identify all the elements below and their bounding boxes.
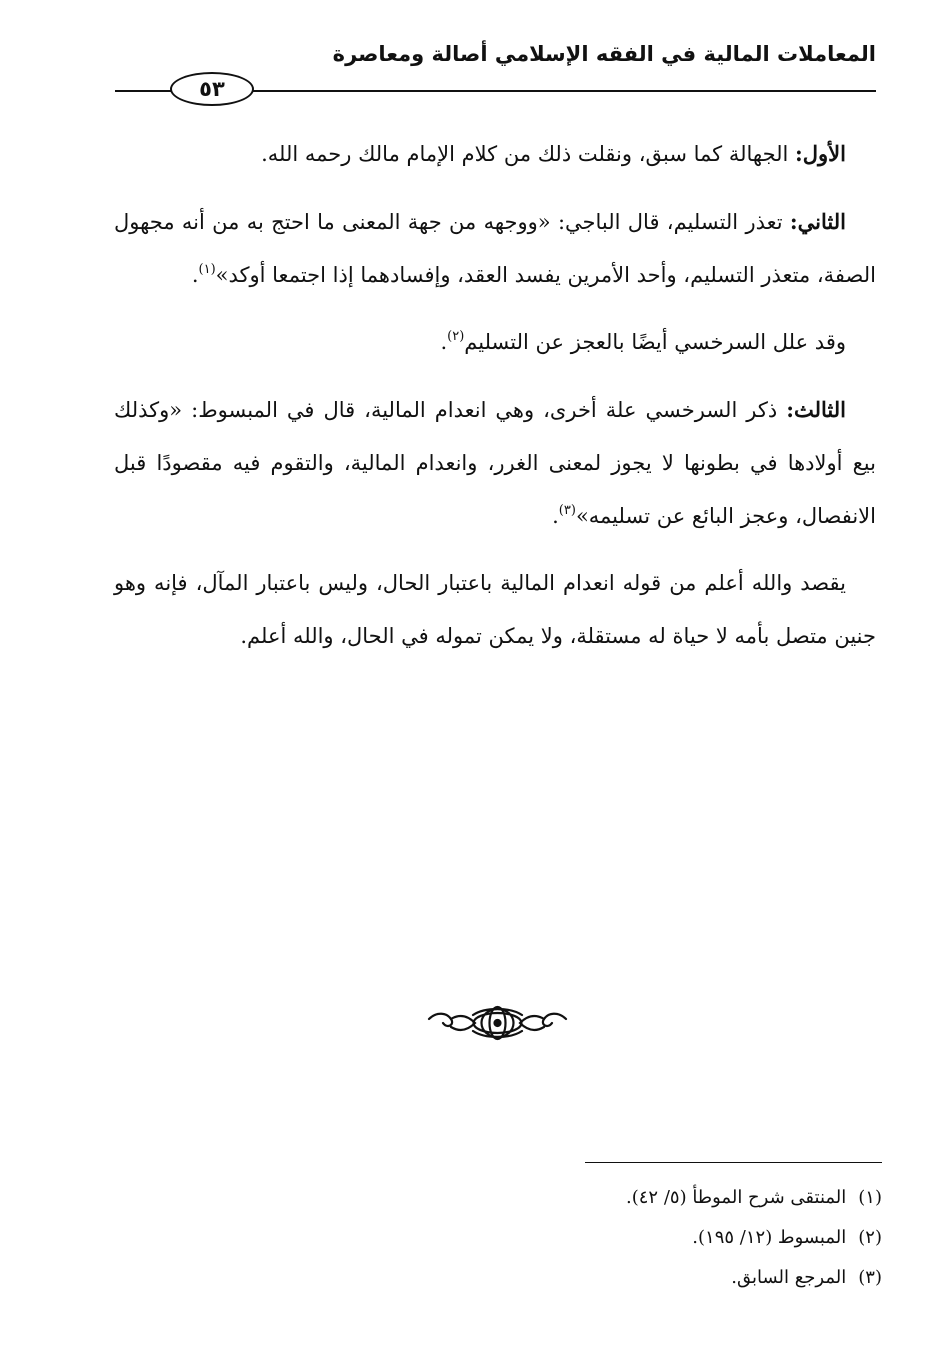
paragraph-text: يقصد والله أعلم من قوله انعدام المالية باعتبار الحال، وليس باعتبار المآل، فإنه وهو جنين متصل بأمه لا حياة له مستقلة، ولا يمكن تموله في الحال، والله أعلم.: [114, 571, 876, 648]
paragraph-end: .: [440, 330, 448, 354]
footnote-text: المنتقى شرح الموطأ (٥/ ٤٢).: [626, 1187, 847, 1208]
footnote-item: [626, 1178, 882, 1218]
paragraph-text: ذكر السرخسي علة أخرى، وهي انعدام المالية، قال في المبسوط: «وكذلك بيع أولادها في بطونها لا يجوز لمعنى الغرر، وانعدام المالية، والتقوم فيه مقصودًا قبل الانفصال، وعجز البائع عن تسليمه»: [114, 398, 876, 528]
paragraph-second: [114, 195, 876, 302]
footnote-number: (١): [858, 1187, 882, 1208]
section-ornament-icon: [425, 1003, 570, 1043]
footnote-ref[interactable]: (٢): [447, 329, 465, 344]
footnote-ref[interactable]: (٣): [558, 503, 576, 518]
paragraph-label: الثالث:: [786, 397, 846, 422]
paragraph-end: .: [552, 504, 559, 528]
paragraph-first: [114, 127, 876, 181]
paragraph-label: الأول:: [795, 141, 846, 166]
paragraph-text: وقد علل السرخسي أيضًا بالعجز عن التسليم: [464, 330, 846, 354]
footnote-rule: [585, 1162, 882, 1163]
running-title: المعاملات المالية في الفقه الإسلامي أصالة ومعاصرة: [332, 42, 876, 66]
paragraph-text: تعذر التسليم، قال الباجي: «ووجهه من جهة المعنى ما احتج به من أنه مجهول الصفة، متعذر التسليم، وأحد الأمرين يفسد العقد، وإفسادهما إذا اجتمعا أوكد»: [114, 210, 876, 287]
footnote-item: [626, 1218, 882, 1258]
paragraph-end: .: [191, 263, 199, 287]
footnote-number: (٣): [858, 1267, 882, 1288]
paragraph-label: الثاني:: [789, 209, 846, 234]
footnote-text: المرجع السابق.: [731, 1267, 847, 1288]
paragraph-text: الجهالة كما سبق، ونقلت ذلك من كلام الإمام مالك رحمه الله.: [261, 142, 796, 166]
paragraph-fourth: [114, 383, 876, 543]
page-number: ٥٣: [170, 72, 254, 106]
paragraph-fifth: [114, 557, 876, 663]
footnotes-list: [626, 1178, 882, 1298]
footnote-ref[interactable]: (١): [198, 262, 216, 277]
main-text: [114, 127, 876, 677]
paragraph-third: [114, 316, 876, 369]
footnote-number: (٢): [858, 1227, 882, 1248]
footnote-text: المبسوط (١٢/ ١٩٥).: [692, 1227, 847, 1248]
footnote-item: [626, 1258, 882, 1298]
